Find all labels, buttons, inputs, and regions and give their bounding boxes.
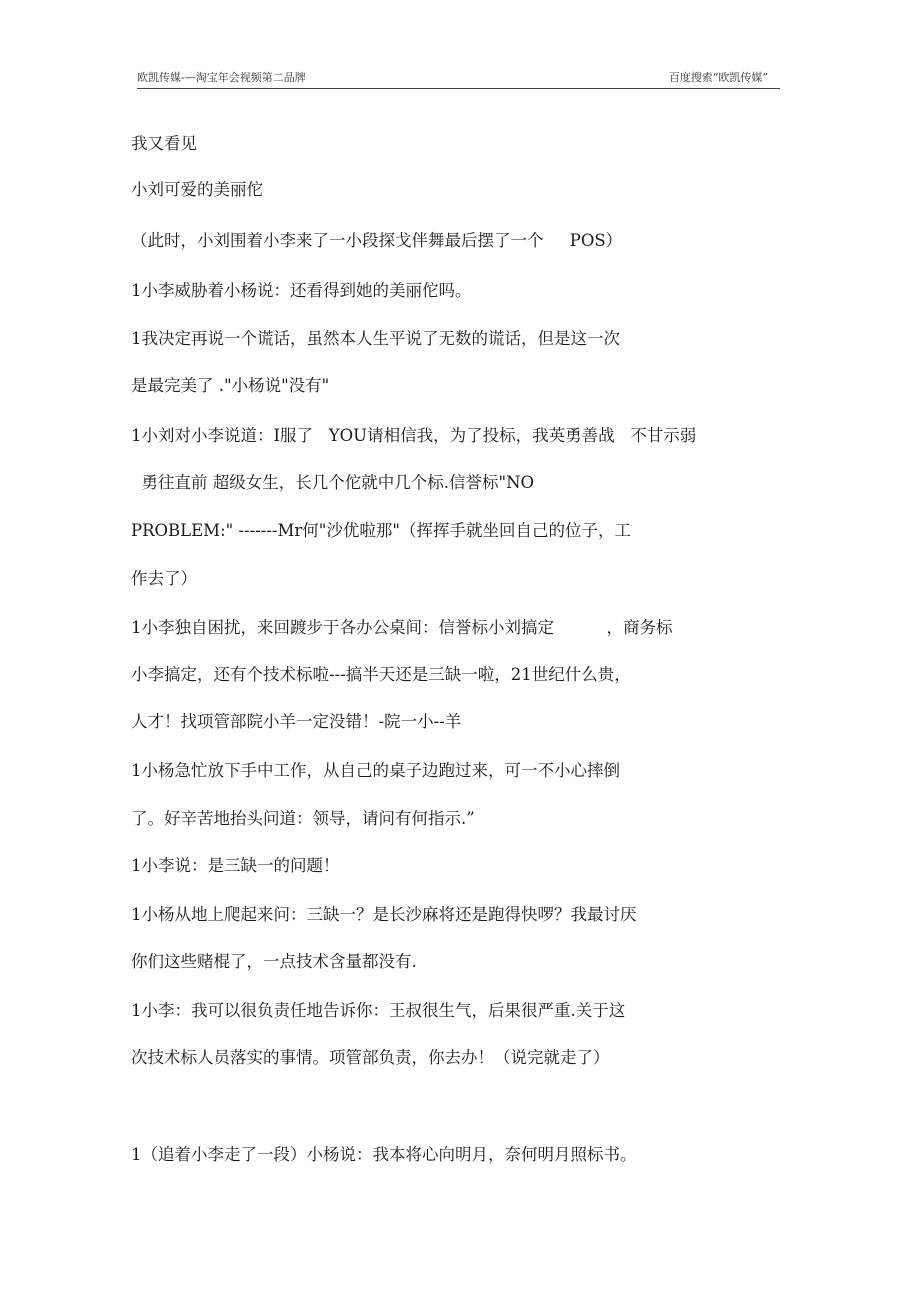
text-line: 我又看见 xyxy=(131,134,197,153)
header-right-text: 百度搜索“欧凯传媒” xyxy=(668,71,768,84)
page-header xyxy=(137,66,780,89)
text-line: 1小杨从地上爬起来问：三缺一？是长沙麻将还是跑得快啰？我最讨厌 xyxy=(131,905,637,924)
text-line: 1小刘对小李说道：I服了 YOU请相信我，为了投标，我英勇善战 不甘示弱 xyxy=(131,426,697,445)
header-left-text: 欧凯传媒-—淘宝年会视频第二品牌 xyxy=(137,71,306,84)
text-line: 是最完美了 ."小杨说"没有" xyxy=(131,376,330,395)
text-line: 作去了） xyxy=(131,569,197,588)
text-line: 1我决定再说一个谎话，虽然本人生平说了无数的谎话，但是这一次 xyxy=(131,329,620,348)
text-line: 小刘可爱的美丽佗 xyxy=(131,180,263,199)
text-line: 1小李威胁着小杨说：还看得到她的美丽佗吗。 xyxy=(131,281,472,300)
text-line: 1小杨急忙放下手中工作，从自己的桌子边跑过来，可一不小心摔倒 xyxy=(131,761,620,780)
text-line: 1小李独自困扰，来回踱步于各办公桌间：信誉标小刘搞定 ，商务标 xyxy=(131,618,673,637)
text-line: PROBLEM:" -------Mr何"沙优啦那"（挥挥手就坐回自己的位子，工 xyxy=(131,521,631,540)
text-line: 1（追着小李走了一段）小杨说：我本将心向明月，奈何明月照标书。 xyxy=(131,1145,637,1164)
text-line: 1小李：我可以很负责任地告诉你：王叔很生气，后果很严重.关于这 xyxy=(131,1001,626,1020)
text-line: 人才！找项管部院小羊一定没错！-院一小--羊 xyxy=(131,712,462,731)
text-line: 勇往直前 超级女生，长几个佗就中几个标.信誉标"NO xyxy=(131,473,535,492)
text-line: 1小李说：是三缺一的问题！ xyxy=(131,856,340,875)
text-line: 你们这些赌棍了，一点技术含量都没有. xyxy=(131,952,417,971)
text-line: 次技术标人员落实的事情。项管部负责，你去办！（说完就走了） xyxy=(131,1048,610,1067)
text-line: （此时，小刘围着小李来了一小段探戈伴舞最后摆了一个 POS） xyxy=(131,231,623,250)
text-line: 小李搞定，还有个技术标啦---搞半天还是三缺一啦，21世纪什么贵， xyxy=(131,665,631,684)
text-line: 了。好辛苦地抬头问道：领导，请问有何指示.” xyxy=(131,809,475,828)
